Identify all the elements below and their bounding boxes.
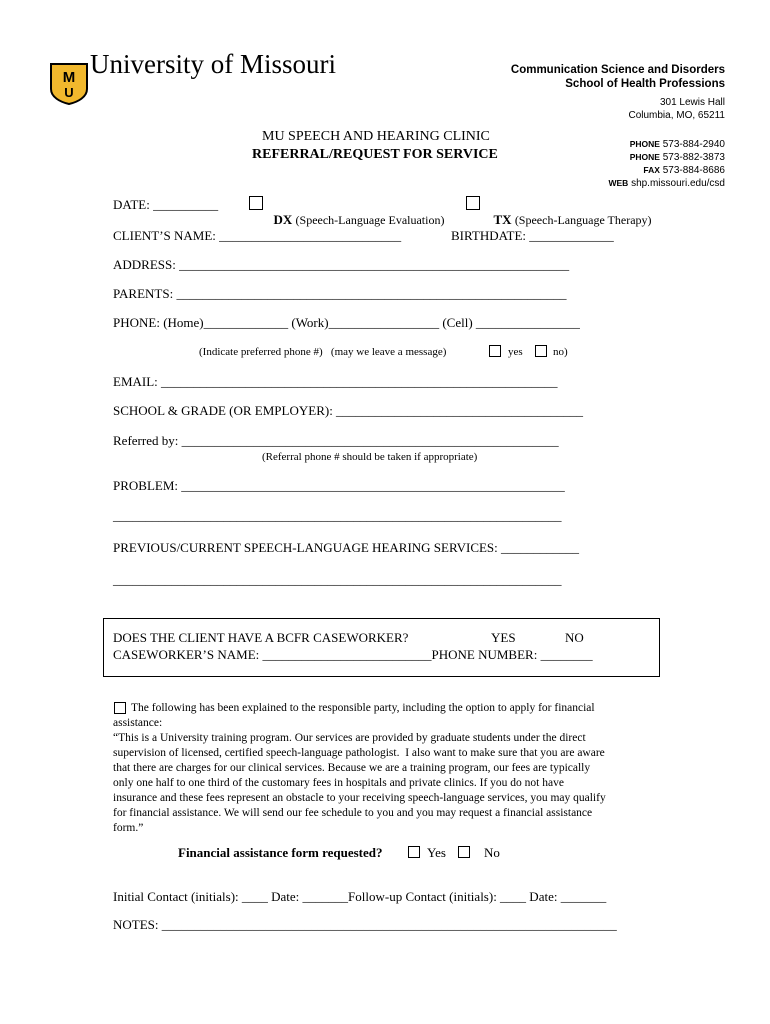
- phone-field[interactable]: PHONE: (Home)_____________ (Work)_________________ (Cell) ________________: [113, 315, 580, 330]
- tx-checkbox[interactable]: [466, 196, 480, 210]
- quote-line: only one half to one third of the customary fees in hospitals and private clinics. If you do not have: [113, 777, 564, 789]
- dx-checkbox[interactable]: [249, 196, 263, 210]
- title-line2: REFERRAL/REQUEST FOR SERVICE: [252, 147, 498, 162]
- address-line2: Columbia, MO, 65211: [628, 110, 725, 121]
- problem-field[interactable]: PROBLEM: ___________________________________________________________: [113, 478, 565, 493]
- tx-desc: (Speech-Language Therapy): [514, 213, 652, 227]
- notes-field[interactable]: NOTES: ______________________________________________________________________: [113, 917, 617, 932]
- financial-no-checkbox[interactable]: [458, 846, 470, 858]
- university-name: University of Missouri: [90, 49, 336, 79]
- dx-option: [267, 197, 444, 228]
- school-field[interactable]: SCHOOL & GRADE (OR EMPLOYER): ______________________________________: [113, 403, 584, 418]
- title-line1: MU SPEECH AND HEARING CLINIC: [262, 129, 490, 144]
- dx-desc: (Speech-Language Evaluation): [295, 213, 445, 227]
- web: [603, 167, 725, 189]
- fax-label: FAX: [643, 165, 660, 175]
- explained-checkbox[interactable]: [114, 702, 126, 714]
- referral-note: (Referral phone # should be taken if appropriate): [262, 451, 478, 463]
- dept-line2: School of Health Professions: [565, 78, 725, 90]
- logo-letter-u: U: [64, 85, 74, 100]
- address-field[interactable]: ADDRESS: ____________________________________________________________: [113, 257, 570, 272]
- caseworker-no[interactable]: NO: [565, 630, 584, 645]
- explanation-intro-2: assistance:: [113, 717, 163, 729]
- mu-logo: [42, 45, 80, 100]
- caseworker-name-field[interactable]: CASEWORKER’S NAME: __________________________PHONE NUMBER: ________: [113, 647, 593, 662]
- initial-contact-field[interactable]: Initial Contact (initials): ____ Date: _______Follow-up Contact (initials): ____ Date: _______: [113, 889, 607, 904]
- phone-note: (Indicate preferred phone #) (may we leave a message): [199, 346, 447, 358]
- tx-label: TX: [493, 212, 512, 227]
- quote-line: form.”: [113, 822, 144, 834]
- financial-no-label: No: [484, 845, 500, 860]
- birthdate-field[interactable]: BIRTHDATE: _____________: [451, 228, 614, 243]
- web-value: shp.missouri.edu/csd: [631, 178, 725, 189]
- client-name-field[interactable]: CLIENT’S NAME: ____________________________: [113, 228, 402, 243]
- fax-value: 573-884-8686: [662, 165, 725, 176]
- referred-by-field[interactable]: Referred by: __________________________________________________________: [113, 433, 559, 448]
- message-yes-checkbox[interactable]: [489, 345, 501, 357]
- financial-label: Financial assistance form requested?: [178, 845, 383, 860]
- financial-yes-label: Yes: [427, 845, 446, 860]
- message-no-label: no): [553, 346, 568, 358]
- tx-option: [487, 197, 652, 228]
- quote-line: “This is a University training program. Our services are provided by graduate students under the direct: [113, 732, 586, 744]
- explanation-intro-1: The following has been explained to the responsible party, including the option to apply for financial: [131, 702, 595, 714]
- quote-line: that there are charges for our clinical services. Because we are a training program, our fees are typically: [113, 762, 591, 774]
- previous-services-line2[interactable]: _____________________________________________________________________: [113, 572, 562, 587]
- message-yes-label: yes: [508, 346, 523, 358]
- dx-label: DX: [273, 212, 293, 227]
- dept-line1: Communication Science and Disorders: [510, 64, 725, 76]
- email-field[interactable]: EMAIL: _____________________________________________________________: [113, 374, 558, 389]
- quote-line: for financial assistance. We will send our fee schedule to you and you may request a financial assistance: [113, 807, 593, 819]
- phone1-value: 573-884-2940: [662, 139, 725, 150]
- web-label: WEB: [608, 178, 629, 188]
- financial-yes-checkbox[interactable]: [408, 846, 420, 858]
- mu-shield-icon: [50, 63, 88, 105]
- caseworker-yes[interactable]: YES: [491, 630, 516, 645]
- logo-letter-m: M: [62, 69, 76, 86]
- date-field[interactable]: DATE: __________: [113, 197, 219, 212]
- address-line1: 301 Lewis Hall: [659, 97, 725, 108]
- problem-line2[interactable]: _____________________________________________________________________: [113, 508, 562, 523]
- phone2-label: PHONE: [629, 152, 660, 162]
- phone1-label: PHONE: [629, 139, 660, 149]
- parents-field[interactable]: PARENTS: ____________________________________________________________: [113, 286, 567, 301]
- message-no-checkbox[interactable]: [535, 345, 547, 357]
- quote-line: insurance and these fees represent an obstacle to your receiving speech-language services, you may qualify: [113, 792, 606, 804]
- caseworker-question: DOES THE CLIENT HAVE A BCFR CASEWORKER?: [113, 630, 409, 645]
- previous-services-field[interactable]: PREVIOUS/CURRENT SPEECH-LANGUAGE HEARING SERVICES: ____________: [113, 540, 580, 555]
- quote-line: supervision of licensed, certified speech-language pathologist. I also want to make sure that you are aware: [113, 747, 605, 759]
- phone2-value: 573-882-3873: [662, 152, 725, 163]
